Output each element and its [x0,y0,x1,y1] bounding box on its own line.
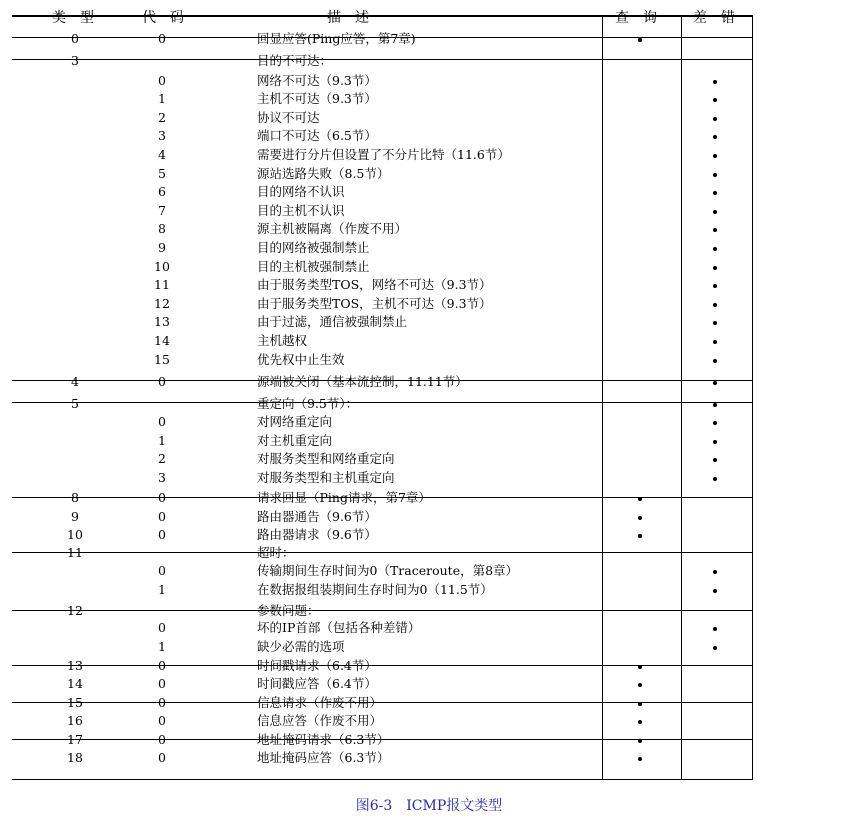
cell-description: 地址掩码请求（6.3节） [257,732,390,747]
query-column-right-border [681,15,682,780]
cell-code: 0 [158,732,166,747]
cell-code: 4 [158,147,166,162]
error-bullet-icon [713,284,717,288]
cell-description: 对服务类型和网络重定向 [257,451,395,466]
cell-description: 坏的IP首部（包括各种差错） [257,620,421,635]
error-bullet-icon [713,570,717,574]
cell-code: 2 [158,451,166,466]
query-bullet-icon [638,534,642,538]
query-bullet-icon [638,702,642,706]
cell-code: 3 [158,470,166,485]
cell-type [50,332,100,350]
cell-code: 13 [154,314,170,329]
query-column-left-border [602,15,603,780]
cell-type [50,581,100,599]
cell-code: 9 [158,240,166,255]
header-type: 类 型 [52,10,94,26]
cell-type [50,562,100,580]
cell-code: 0 [158,490,166,505]
cell-type [50,72,100,90]
cell-code: 0 [158,563,166,578]
cell-code [137,602,187,620]
cell-code: 0 [158,374,166,389]
figure-caption: 图6-3 ICMP报文类型 [355,798,503,814]
cell-type [50,276,100,294]
cell-type [50,432,100,450]
cell-description: 传输期间生存时间为0（Traceroute，第8章） [257,563,519,578]
top-rule [12,15,753,17]
query-bullet-icon [638,757,642,761]
cell-code: 0 [158,414,166,429]
cell-code: 8 [158,221,166,236]
cell-description: 源站选路失败（8.5节） [257,166,390,181]
cell-type [50,638,100,656]
cell-code: 0 [158,713,166,728]
cell-type: 9 [71,509,79,524]
cell-description: 源端被关闭（基本流控制，11.11节） [257,374,468,389]
cell-code: 1 [158,433,166,448]
cell-code [137,395,187,413]
cell-description: 网络不可达（9.3节） [257,73,377,88]
error-bullet-icon [713,589,717,593]
cell-type [50,220,100,238]
cell-type [50,295,100,313]
cell-code: 0 [158,750,166,765]
cell-description: 协议不可达 [257,110,320,125]
cell-description: 请求回显（Ping请求，第7章） [257,490,431,505]
cell-description: 在数据报组装期间生存时间为0（11.5节） [257,582,493,597]
cell-code: 0 [158,527,166,542]
cell-type: 16 [67,713,83,728]
cell-type [50,313,100,331]
error-bullet-icon [713,403,717,407]
cell-type [50,109,100,127]
cell-description: 对网络重定向 [257,414,333,429]
error-bullet-icon [713,340,717,344]
cell-description: 路由器请求（9.6节） [257,527,377,542]
group-divider [12,59,753,60]
cell-description: 主机不可达（9.3节） [257,91,377,106]
error-bullet-icon [713,247,717,251]
cell-code: 1 [158,91,166,106]
cell-description: 主机越权 [257,333,308,348]
cell-type: 8 [71,490,79,505]
cell-type [50,202,100,220]
error-bullet-icon [713,80,717,84]
cell-type: 17 [67,732,83,747]
cell-description: 重定向（9.5节）： [257,396,359,411]
cell-type: 11 [67,545,83,560]
cell-code: 3 [158,128,166,143]
cell-code: 5 [158,166,166,181]
cell-code: 0 [158,658,166,673]
group-divider [12,552,753,553]
error-bullet-icon [713,440,717,444]
error-bullet-icon [713,266,717,270]
error-bullet-icon [713,191,717,195]
cell-type [50,127,100,145]
cell-description: 目的不可达： [257,53,333,68]
cell-description: 信息请求（作废不用） [257,695,383,710]
cell-type: 10 [67,527,83,542]
cell-type [50,90,100,108]
cell-code: 0 [158,73,166,88]
cell-code: 12 [154,296,170,311]
cell-code: 0 [158,31,166,46]
cell-code: 0 [158,620,166,635]
cell-description: 时间戳应答（6.4节） [257,676,377,691]
cell-description: 路由器通告（9.6节） [257,509,377,524]
cell-type: 13 [67,658,83,673]
cell-type: 15 [67,695,83,710]
header-query: 查 询 [615,10,657,26]
error-bullet-icon [713,321,717,325]
query-bullet-icon [638,665,642,669]
error-bullet-icon [713,421,717,425]
cell-type: 12 [67,603,83,618]
cell-type [50,351,100,369]
error-bullet-icon [713,135,717,139]
cell-description: 端口不可达（6.5节） [257,128,377,143]
query-bullet-icon [638,683,642,687]
error-bullet-icon [713,381,717,385]
cell-description: 优先权中止生效 [257,352,345,367]
cell-code: 0 [158,509,166,524]
cell-description: 由于服务类型TOS，网络不可达（9.3节） [257,277,492,292]
error-bullet-icon [713,303,717,307]
cell-code: 15 [154,352,170,367]
icmp-message-type-table [12,0,753,780]
cell-type [50,413,100,431]
cell-type: 0 [71,31,79,46]
cell-description: 源主机被隔离（作废不用） [257,221,408,236]
bottom-rule [12,779,753,780]
cell-code: 0 [158,695,166,710]
error-bullet-icon [713,173,717,177]
cell-description: 回显应答(Ping应答，第7章) [257,31,416,46]
error-bullet-icon [713,98,717,102]
cell-description: 缺少必需的选项 [257,639,345,654]
query-bullet-icon [638,38,642,42]
cell-type: 14 [67,676,83,691]
query-bullet-icon [638,739,642,743]
cell-code: 1 [158,582,166,597]
cell-type [50,450,100,468]
cell-description: 时间戳请求（6.4节） [257,658,377,673]
error-bullet-icon [713,458,717,462]
query-bullet-icon [638,497,642,501]
cell-description: 由于服务类型TOS，主机不可达（9.3节） [257,296,492,311]
cell-type [50,165,100,183]
cell-description: 目的主机不认识 [257,203,345,218]
cell-type: 18 [67,750,83,765]
group-divider [12,402,753,403]
cell-description: 对主机重定向 [257,433,333,448]
cell-description: 目的主机被强制禁止 [257,259,370,274]
cell-type [50,239,100,257]
cell-description: 目的网络被强制禁止 [257,240,370,255]
error-bullet-icon [713,154,717,158]
header-description: 描 述 [327,10,369,26]
cell-code: 11 [154,277,170,292]
error-bullet-icon [713,359,717,363]
cell-code: 7 [158,203,166,218]
cell-type [50,619,100,637]
cell-code: 0 [158,676,166,691]
cell-type [50,183,100,201]
cell-code: 10 [154,259,170,274]
cell-description: 需要进行分片但设置了不分片比特（11.6节） [257,147,510,162]
header-code: 代 码 [142,10,184,26]
group-divider [12,610,753,611]
cell-code: 2 [158,110,166,125]
cell-code [137,544,187,562]
cell-description: 信息应答（作废不用） [257,713,383,728]
error-bullet-icon [713,228,717,232]
error-bullet-icon [713,117,717,121]
cell-description: 由于过滤，通信被强制禁止 [257,314,408,329]
cell-description: 超时： [257,545,295,560]
query-bullet-icon [638,720,642,724]
error-bullet-icon [713,646,717,650]
cell-type [50,258,100,276]
cell-code [137,52,187,70]
cell-description: 目的网络不认识 [257,184,345,199]
cell-code: 14 [154,333,170,348]
cell-description: 对服务类型和主机重定向 [257,470,395,485]
cell-type [50,469,100,487]
error-bullet-icon [713,210,717,214]
error-column-right-border [752,15,753,780]
cell-description: 参数问题： [257,603,320,618]
header-error: 差 错 [693,10,735,26]
cell-type: 3 [71,53,79,68]
cell-description: 地址掩码应答（6.3节） [257,750,390,765]
cell-code: 1 [158,639,166,654]
cell-type [50,146,100,164]
cell-code: 6 [158,184,166,199]
query-bullet-icon [638,516,642,520]
cell-type: 4 [71,374,79,389]
error-bullet-icon [713,477,717,481]
error-bullet-icon [713,627,717,631]
cell-type: 5 [71,396,79,411]
